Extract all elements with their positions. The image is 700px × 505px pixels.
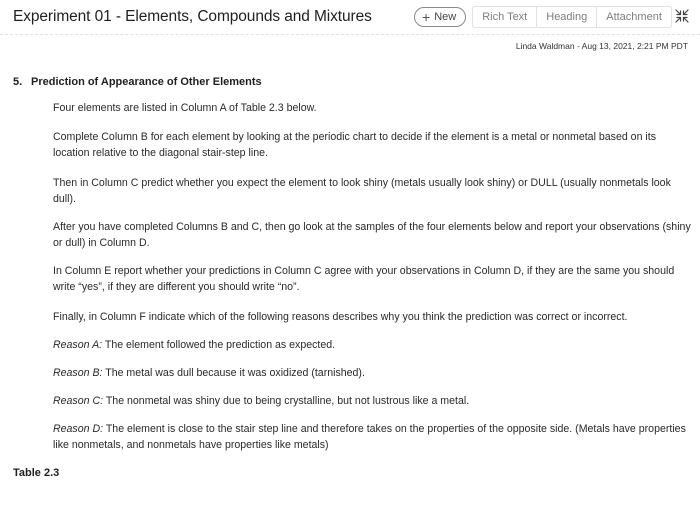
paragraph-6: Finally, in Column F indicate which of the following reasons describes why you think the prediction was correct or incorrect. bbox=[53, 311, 628, 323]
rich-text-button[interactable]: Rich Text bbox=[473, 7, 537, 27]
author-timestamp: Linda Waldman - Aug 13, 2021, 2:21 PM PDT bbox=[515, 41, 688, 51]
new-button-label: New bbox=[434, 11, 457, 23]
paragraph-3: Then in Column C predict whether you expect the element to look shiny (metals usually look shiny) or DULL (usually nonmetals look dull). bbox=[53, 177, 671, 205]
paragraph-1: Four elements are listed in Column A of Table 2.3 below. bbox=[53, 102, 317, 114]
reason-c-label: Reason C: bbox=[53, 395, 104, 407]
header-bar bbox=[0, 0, 700, 35]
reason-d-label: Reason D: bbox=[53, 423, 104, 435]
new-button[interactable] bbox=[414, 7, 466, 27]
section-title: Prediction of Appearance of Other Elements bbox=[31, 76, 262, 88]
paragraph-5: In Column E report whether your predictions in Column C agree with your observations in Column D, if they are the same you should write “yes”, if they are different you should write “no”. bbox=[53, 265, 675, 293]
reason-d bbox=[53, 422, 693, 453]
reason-a-text: The element followed the prediction as expected. bbox=[104, 339, 336, 351]
attachment-button[interactable]: Attachment bbox=[606, 11, 662, 23]
heading-button[interactable]: Heading bbox=[537, 7, 597, 27]
paragraph-2: Complete Column B for each element by looking at the periodic chart to decide if the element is a metal or nonmetal based on its location relative to the diagonal stair-step line. bbox=[53, 131, 656, 159]
collapse-arrows-icon[interactable] bbox=[675, 9, 689, 23]
reason-b bbox=[53, 366, 693, 382]
reason-a-label: Reason A: bbox=[53, 339, 103, 351]
section-number: 5. bbox=[13, 76, 23, 88]
page-title: Experiment 01 - Elements, Compounds and Mixtures bbox=[13, 8, 372, 25]
reason-c bbox=[53, 394, 693, 410]
plus-icon: + bbox=[422, 8, 431, 25]
section-heading bbox=[13, 76, 262, 88]
reason-b-text: The metal was dull because it was oxidized (tarnished). bbox=[105, 367, 365, 379]
reason-c-text: The nonmetal was shiny due to being crystalline, but not lustrous like a metal. bbox=[105, 395, 470, 407]
paragraph-4: After you have completed Columns B and C, then go look at the samples of the four elements below and report your observations (shiny or dull) in Column D. bbox=[53, 221, 691, 249]
reason-a bbox=[53, 338, 693, 354]
block-type-tabs bbox=[472, 6, 672, 28]
reason-d-text: The element is close to the stair step line and therefore takes on the properties of the opposite side. (Metals have properties like nonmetals, and nonmetals have properties like metals) bbox=[53, 423, 686, 451]
reason-b-label: Reason B: bbox=[53, 367, 103, 379]
toolbar bbox=[414, 7, 672, 27]
table-label: Table 2.3 bbox=[13, 467, 60, 479]
